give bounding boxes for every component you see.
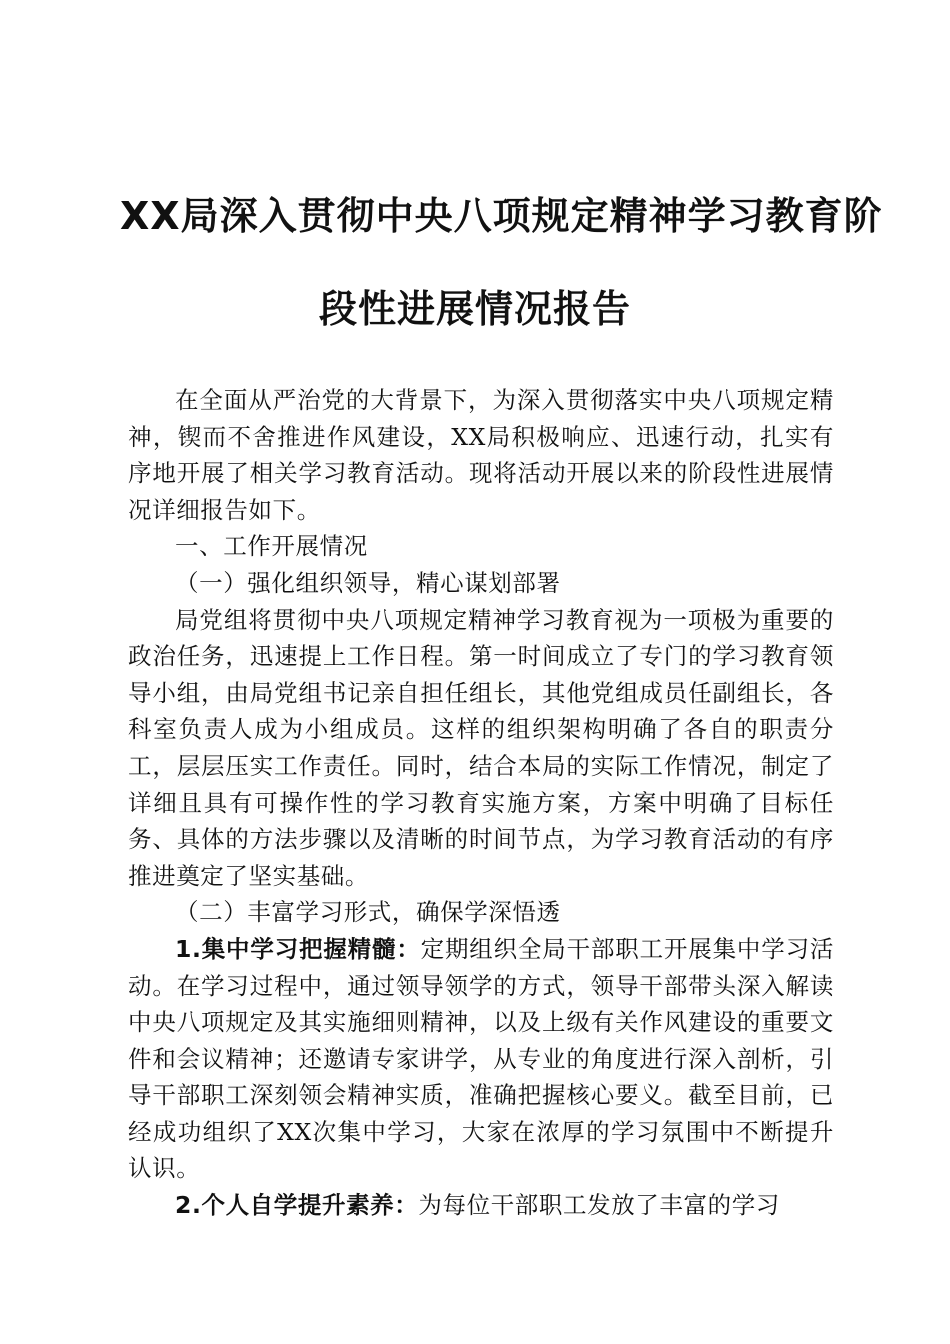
item-concentrated-study-lead: 1.集中学习把握精髓： (175, 934, 421, 963)
document-body (128, 382, 834, 1224)
subsection-heading-organization: （一）强化组织领导，精心谋划部署 (175, 568, 561, 597)
item-concentrated-study-text: 定期组织全局干部职工开展集中学习活动。在学习过程中，通过领导领学的方式，领导干部带头深入解读中央八项规定及其实施细则精神，以及上级有关作风建设的重要文件和会议精神；还邀请专家讲学，从专业的角度进行深入剖析，引导干部职工深刻领会精神实质，准确把握核心要义。截至目前，已经成功组织了XX次集中学习，大家在浓厚的学习氛围中不断提升认识。 (128, 934, 834, 1183)
subsection-heading-learning-forms: （二）丰富学习形式，确保学深悟透 (175, 898, 561, 927)
organization-paragraph: 局党组将贯彻中央八项规定精神学习教育视为一项极为重要的政治任务，迅速提上工作日程。第一时间成立了专门的学习教育领导小组，由局党组书记亲自担任组长，其他党组成员任副组长，各科室负责人成为小组成员。这样的组织架构明确了各自的职责分工，层层压实工作责任。同时，结合本局的实际工作情况，制定了详细且具有可操作性的学习教育实施方案，方案中明确了目标任务、具体的方法步骤以及清晰的时间节点，为学习教育活动的有序推进奠定了坚实基础。 (128, 605, 834, 890)
document-title-line-2: 段性进展情况报告 (318, 287, 631, 331)
section-heading-work: 一、工作开展情况 (175, 532, 368, 561)
intro-paragraph: 在全面从严治党的大背景下，为深入贯彻落实中央八项规定精神，锲而不舍推进作风建设，XX局积极响应、迅速行动，扎实有序地开展了相关学习教育活动。现将活动开展以来的阶段性进展情况详细报告如下。 (128, 386, 834, 524)
item-concentrated-study (128, 931, 834, 1187)
item-self-study-text: 为每位干部职工发放了丰富的学习 (418, 1191, 780, 1220)
item-self-study (128, 1187, 834, 1224)
item-self-study-lead: 2.个人自学提升素养： (175, 1191, 419, 1220)
document-title-line-1: XX局深入贯彻中央八项规定精神学习教育阶 (120, 194, 883, 238)
